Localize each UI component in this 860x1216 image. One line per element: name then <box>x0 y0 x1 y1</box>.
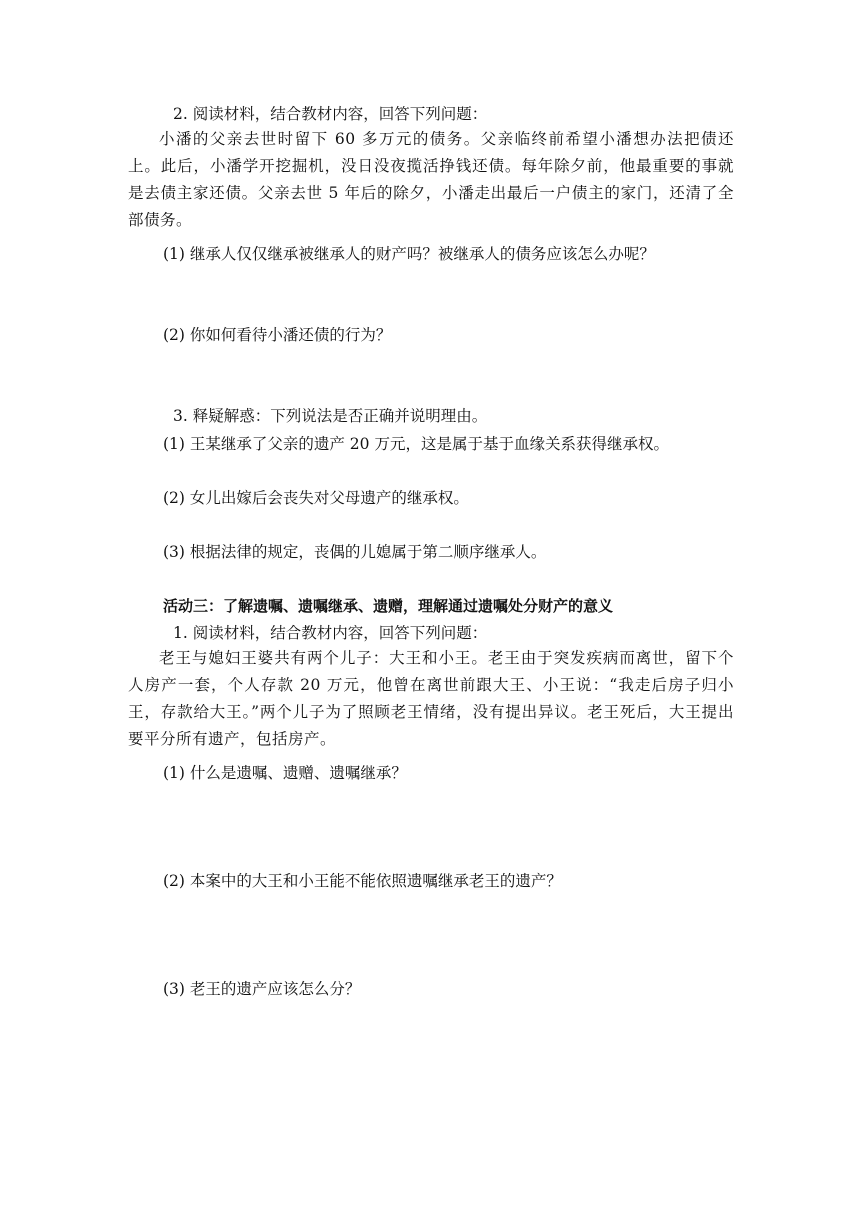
q3-sub3: (3) 根据法律的规定，丧偶的儿媳属于第二顺序继承人。 <box>163 543 547 561</box>
q2-sub1: (1) 继承人仅仅继承被继承人的财产吗？被继承人的债务应该怎么办呢？ <box>163 245 655 263</box>
activity3-heading: 活动三：了解遗嘱、遗嘱继承、遗赠，理解通过遗嘱处分财产的意义 <box>163 597 614 615</box>
q2-material: 小潘的父亲去世时留下 60 多万元的债务。父亲临终前希望小潘想办法把债还上。此后，小潘学开挖掘机，没日没夜揽活挣钱还债。每年除夕前，他最重要的事就是去债主家还债。父亲去世 5 年后的除夕，小潘走出最后一户债主的家门，还清了全部债务。 <box>128 130 734 229</box>
q3-title: 3. 释疑解惑：下列说法是否正确并说明理由。 <box>173 407 488 425</box>
q3-sub1: (1) 王某继承了父亲的遗产 20 万元，这是属于基于血缘关系获得继承权。 <box>163 435 669 453</box>
q2-sub2: (2) 你如何看待小潘还债的行为？ <box>163 326 392 344</box>
q2-title: 2. 阅读材料，结合教材内容，回答下列问题： <box>173 105 488 123</box>
activity3-q1-material: 老王与媳妇王婆共有两个儿子：大王和小王。老王由于突发疾病而离世，留下个人房产一套，个人存款 20 万元，他曾在离世前跟大王、小王说：“我走后房子归小王，存款给大王。”两个儿子为了照顾老王情绪，没有提出异议。老王死后，大王提出要平分所有遗产，包括房产。 <box>128 649 734 748</box>
q3-sub2: (2) 女儿出嫁后会丧失对父母遗产的继承权。 <box>163 489 469 507</box>
activity3-q1-title: 1. 阅读材料，结合教材内容，回答下列问题： <box>173 624 488 642</box>
activity3-q1-sub1: (1) 什么是遗嘱、遗赠、遗嘱继承？ <box>163 764 407 782</box>
activity3-q1-sub2: (2) 本案中的大王和小王能不能依照遗嘱继承老王的遗产？ <box>163 872 562 890</box>
activity3-q1-sub3: (3) 老王的遗产应该怎么分？ <box>163 980 361 998</box>
